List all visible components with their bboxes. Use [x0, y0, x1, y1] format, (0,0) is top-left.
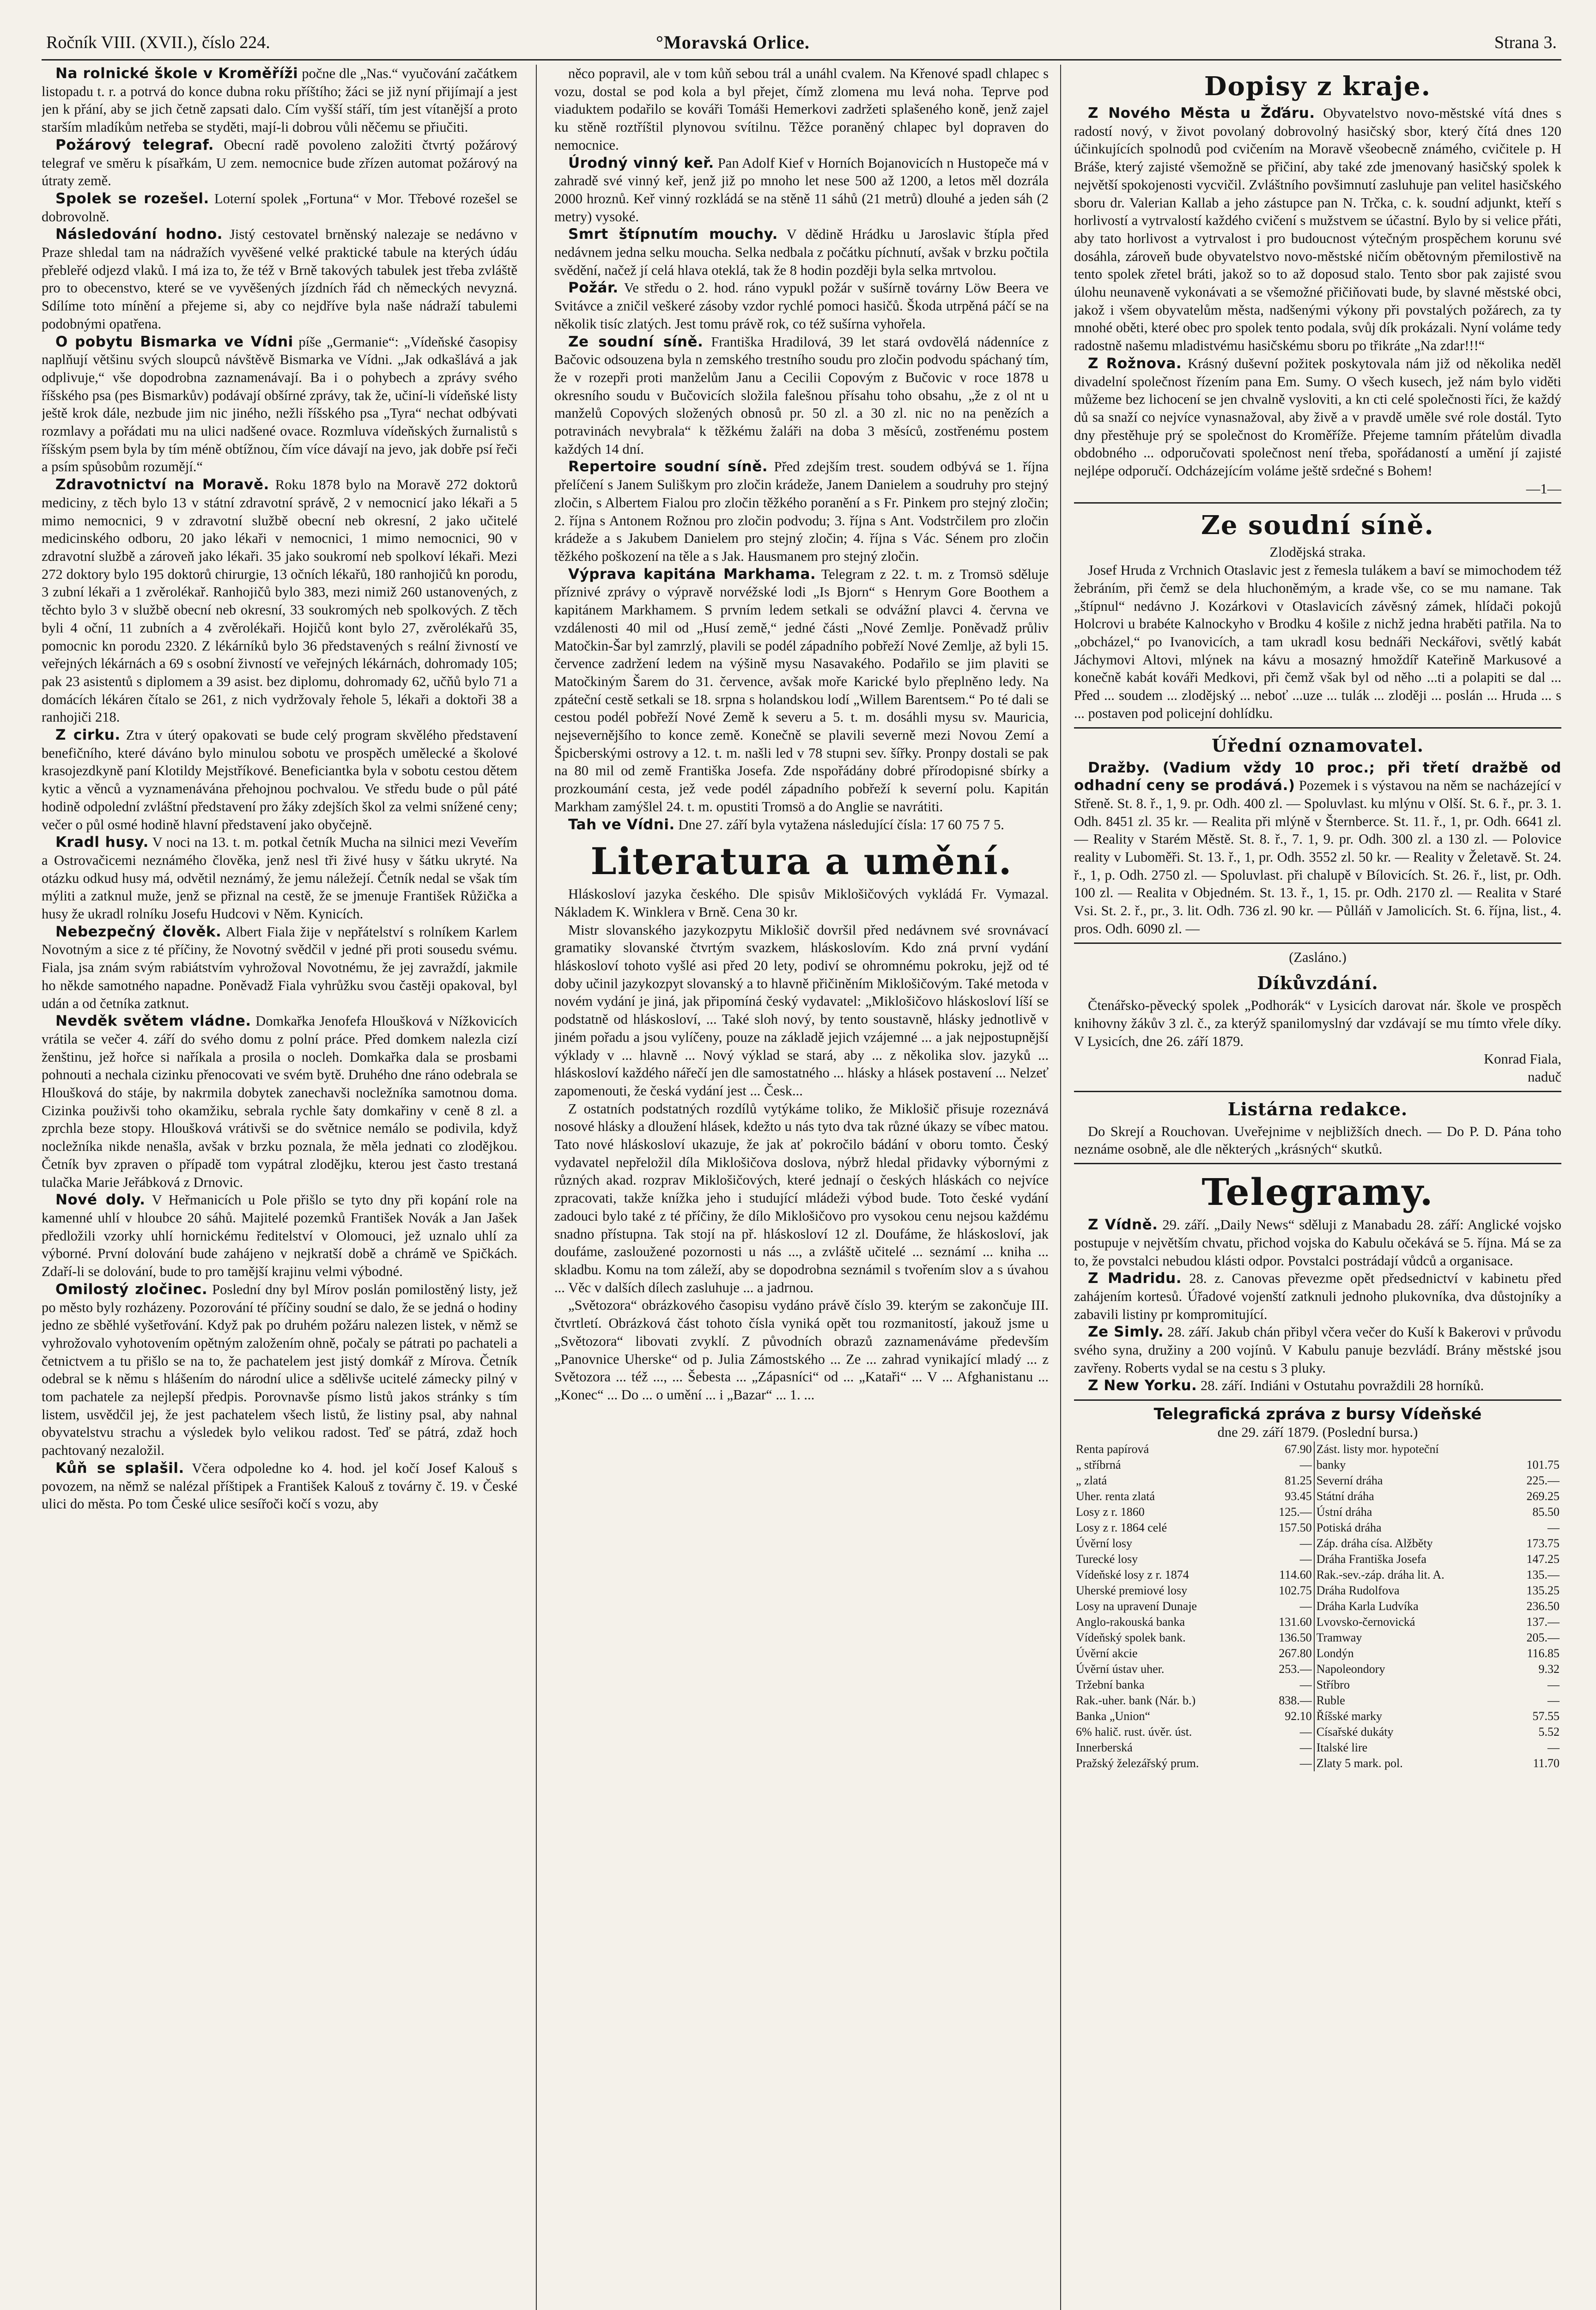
article-headline: Požár.: [568, 280, 619, 297]
bourse-value: 269.25: [1526, 1489, 1560, 1503]
section-heading: Díkůvzdání.: [1257, 973, 1378, 994]
bourse-row: [1074, 1646, 1561, 1661]
section-rule: [1074, 1399, 1561, 1401]
article-text: 28. z. Canovas převezme opět předsednictví v kabinetu před zahájením kortesů. Úřadové vojenští zatknuli jednoho plukovníka, dva důstojníky a zabavili listiny pr kompromitující.: [1074, 1270, 1561, 1322]
column-divider: [536, 65, 537, 2310]
subheading: dne 29. září 1879. (Poslední bursa.): [1217, 1424, 1418, 1440]
article-headline: Úrodný vinný keř.: [568, 154, 714, 171]
article-text: „Světozora“ obrázkového časopisu vydáno právě číslo 39. kterým se zakončuje III. čtvrtletí. Obrázková část tohoto čísla vyniká opět tou rozmanitostí, jakouž jsme u „Světozora“ libovati zvyklí. Z původních obrazů zaznamenáváme především „Panovnice Uherske“ od p. Julia Zámostského ... Ze ... zahrad vynikající mladý ... z Světozora ... též ..., ... Šebesta ... „Zápasníci“ od ... „Kataři“ ... V ... Afghanistanu ... „Konec“ ... Do ... o umění ... i „Bazar“ ... 1. ...: [554, 1297, 1049, 1403]
bourse-label: Zást. listy mor. hypoteční: [1314, 1441, 1508, 1457]
article-text: Jistý cestovatel brněnský nalezaje se nedávno v Praze shledal tam na nádražích vyvěšené velké praktické tabule na kterých údáu přebleřé odjezd vlaků. I má iza to, že též v Brně takových tabulek jest třeba zvláště pro to obecenstvo, které se ve vyvěšených jízdních řád ch německých nevyzná. Sdílíme toto mínění a přejeme si, aby co nejdříve byla naše nádraží tabulemi podobnými opatřena.: [42, 226, 517, 332]
bourse-label: Losy na upravení Dunaje: [1076, 1599, 1197, 1613]
article-headline: Kůň se splašil.: [55, 1459, 184, 1477]
bourse-label: Říšské marky: [1314, 1708, 1508, 1724]
article-headline: Z Rožnova.: [1088, 355, 1182, 372]
section-heading: Literatura a umění.: [590, 839, 1013, 883]
bourse-value: 838.—: [1279, 1693, 1312, 1707]
article-headline: Z Madridu.: [1088, 1270, 1182, 1287]
article-headline: Smrt štípnutím mouchy.: [568, 226, 778, 243]
bourse-value: 137.—: [1526, 1615, 1560, 1629]
bourse-row: [1074, 1551, 1561, 1567]
article-text: Poslední dny byl Mírov poslán pomilostěný listy, jež po město byly rozházeny. Pozorování té příčiny soudní se dalo, že se jedná o hodiny jedno ze sběhlé vyšetřování. Když pak po druhém požáru nalezen listek, v němž se vyhrožovalo vyhotovením opětným založením ohně, počaly se pátrati po pachateli a četnictvem a tu přišlo se na to, že pachatelem jest jistý domkář z Mírova. Četník odebral se k němu s hlášením do národní ulice a sdělivše ucitelé zámecky pilný v tom pachatele za nejlepší předpis. Porovnavše písmo listů jakos stránky s tím listem, usvědčil jej, že jest pachatelem všech listů, že listiny psal, aby nahnal obyvatelstvu strachu a výsledek bylo velikou radost. Teď se pátrá, zdaž hoch pachtovaný nezaložil.: [42, 1281, 517, 1459]
bourse-value: —: [1547, 1693, 1560, 1707]
bourse-row: [1074, 1677, 1561, 1693]
bourse-label: Stříbro: [1314, 1677, 1508, 1693]
article: [1074, 1323, 1561, 1377]
newspaper-page: [42, 28, 1561, 2310]
article: [554, 921, 1049, 1100]
bourse-label: banky: [1314, 1457, 1508, 1473]
bourse-label: Císařské dukáty: [1314, 1724, 1508, 1740]
bourse-value: 267.80: [1279, 1646, 1312, 1660]
bourse-value: 253.—: [1279, 1662, 1312, 1676]
article-text: V noci na 13. t. m. potkal četník Mucha na silnici mezi Veveřím a Ostrovačicemi neznámého člověka, jenž nesl tři živé husy v šátku ukryté. Na otázku odkud husy má, odvětil neznámý, že jemu náležejí. Četník nedal se však tím mýliti a zatknul muže, jenž se přiznal na cestě, že se jmenuje František Růžička a husy že ukradl rolníku Josefu Hudcovi v Něm. Kynicích.: [42, 834, 517, 922]
bourse-label: Severní dráha: [1314, 1473, 1508, 1489]
article: [42, 225, 517, 333]
article: [554, 279, 1049, 333]
bourse-label: Dráha Rudolfova: [1314, 1583, 1508, 1599]
bourse-value: [1508, 1441, 1561, 1457]
article: [1074, 355, 1561, 480]
bourse-value: —: [1299, 1458, 1312, 1471]
article: [42, 1191, 517, 1281]
article-text: Roku 1878 bylo na Moravě 272 doktorů mediciny, z těch bylo 13 v státní zdravotní správě, 2 v nemocnicí jako lékaři a 5 mimo nemocnici, 9 v zdravotní službě obecní neb okresní, 2 jako učitelé medicinského odboru, 20 jako lékaři v nemocnici, 1 mimo nemocnici, 90 v zdravotní službě a zároveň jako lékaři. 35 jako soukromí neb spolkoví lékaři. Mezi 272 doktory bylo 195 doktorů chirurgie, 13 očních lékařů, 180 ranhojičů kn porodu, 3 zubní lékaři a 1 zvěrolékař. Ranhojičů bylo 383, mezi nimiž 260 ustanovených, z těchto bylo 3 v službě obecní neb okresní, 33 soukromých neb spolkových. Z těch byli 4 oční, 11 zubních a 4 zvěrolékaři. Hojičů kont bylo 27, zvěrolékařů 35, pomocnic kn porodu 2320. Z lékárníků bylo 36 představených s reální živností ve veřejných lékárnách a 69 s osobní živností ve veřejných lékárnách, dohromady 105; pak 23 asistentů s diplomem a 39 asist. bez diplomu, dohromady 62, učňů bylo 71 a domácích lékáren čítalo se 261, z nich vydržovaly řehole 5, lékaři a doktoři 38 a ranhojiči 218.: [42, 477, 517, 725]
bourse-value: 116.85: [1527, 1646, 1560, 1660]
bourse-label: Vídeňský spolek bank.: [1076, 1630, 1186, 1644]
article-text: Včera odpoledne ko 4. hod. jel kočí Josef Kalouš s povozem, na němž se nalézal příštipek a František Kalouš z továrny č. 19. v České ulici do města. Po tom České ulice sesířoči kočí s vozu, aby: [42, 1460, 517, 1512]
article: [42, 1459, 517, 1513]
article: [554, 816, 1049, 834]
article-text: Čtenářsko-pěvecký spolek „Podhorák“ v Lysicích darovat nár. škole ve prospěch knihovny žákův 3 zl. č., za kterýž spanilomyslný dar vzdávají se mu tímto vřele díky. V Lysicích, dne 26. září 1879.: [1074, 997, 1561, 1049]
article-headline: Spolek se rozešel.: [55, 190, 209, 207]
section-heading: Úřední oznamovatel.: [1211, 735, 1424, 756]
page-header: [42, 28, 1561, 55]
article-text: píše „Germanie“: „Vídeňské časopisy naplňují většinu svých sloupců návštěvě Bismarka ve Vídni. „Jak odkašlává a jak odplivuje,“ vše dopodrobna zaznamenávají. Ba i o pohybech a zprávy svého říšského psa (pes Bismarkův) podávají obšírné zprávy, tak že, učiní-li vídeňské listy ještě krok dále, nezbude jim nic jiného, nežli říšského psa „Tyra“ nechat odbývati rozmlavy a pořádati mu na ulici nadšené ovace. Rozmluva vídeňských žurnalistů s říšským psem byla by tím méně obtížnou, čím více dávají na jevo, jak dobře psí řeči a psím spůsobům rozumějí.“: [42, 334, 517, 475]
article-headline: Na rolnické škole v Kroměříži: [55, 65, 298, 82]
subheading: Zlodějská straka.: [1269, 544, 1366, 560]
article-headline: Ze soudní síně.: [568, 333, 704, 350]
article-text: Pozemek i s výstavou na něm se nacházející v Střeně. St. 8. ř., 1, 9. pr. Odh. 400 zl. — Spoluvlast. ku mlýnu v Olší. St. 6. ř., pr. 3. 1. Odh. 8451 zl. 35 kr. — Realita při mlýně v Šternberce. St. 11. ř., 1, pr. Odh. 6641 zl. — Reality v Starém Městě. St. 8. ř., 7. 1, 9. pr. Odh. 300 zl. a 130 zl. — Polovice reality v Luboměři. St. 13. ř., 1, pr. Odh. 3552 zl. 50 kr. — Reality v Želetavě. St. 24. ř., 1, p. Odh. 2750 zl. — Spoluvlast. při chalupě v Bílovicích. St. 26. ř., list, pr. Odh. 100 zl. — Realita v Objedném. St. 13. ř., 1, 15. pr. Odh. 2170 zl. — Realita v Staré Vsi. St. 2. ř., pr., 3. lit. Odh. 736 zl. 90 kr. — Půlláň v Jamolicích. St. 6. října, list., 4. pros. Odh. 6090 zl. —: [1074, 778, 1561, 936]
article: [1074, 1377, 1561, 1395]
article-text: Do Skrejí a Rouchovan. Uveřejnime v nejbližších dnech. — Do P. D. Pána toho neznáme osobně, ale dle některých „krásných“ skutků.: [1074, 1123, 1561, 1157]
bourse-value: —: [1299, 1740, 1312, 1754]
bourse-row: [1074, 1661, 1561, 1677]
column-3: [1074, 65, 1561, 2310]
bourse-value: 131.60: [1279, 1615, 1312, 1629]
section-heading: Telegramy.: [1202, 1170, 1434, 1214]
bourse-value: 136.50: [1279, 1630, 1312, 1644]
article: [42, 65, 517, 136]
bourse-value: 85.50: [1532, 1505, 1560, 1519]
article: [1074, 561, 1561, 722]
bourse-label: Úvěrní ústav uher.: [1076, 1662, 1165, 1676]
section-rule: [1074, 1163, 1561, 1164]
article-text: Z ostatních podstatných rozdílů vytýkáme toliko, že Miklošič přisuje rozeznává nosové hlásky a dloužení hlásek, kdežto u nás tyto dva tak různé úkazy se víbec matou. Tato nové hláskosloví ukazuje, že jak ať pokročilo bádání v oboru tomto. Český vydavatel nepřeložil díla Miklošičova doslova, nýbrž hledal přidavky výbornými z různých akad. rozprav Miklošičových, které jednají o českých hláskách co nejvíce zpracovati, takže knížka jeho i studující mládeži výbod bude. Toto české vydání zadouci bylo také z té příčiny, že dílo Miklošičovo pro vysokou cenu nejsou každému snadno přístupna. Tak stojí na př. hláskosloví 12 zl. Doufáme, že hláskosloví, jak doufáme, zasloužené pozornosti u nás ..., a zvláště učitelé ... seznámí ... kniha ... skladbu. Komu na tom záleží, aby se dopodrobna seznámil s tvořením slov a s úvahou ... Věc v dalších dílech zasluhuje ... a jadrnou.: [554, 1100, 1049, 1295]
bourse-label: Italské lire: [1314, 1740, 1508, 1756]
article: [554, 458, 1049, 565]
article: [42, 190, 517, 225]
section-rule: [1074, 727, 1561, 729]
bourse-label: Tržební banka: [1076, 1678, 1145, 1691]
bourse-label: Anglo-rakouská banka: [1076, 1615, 1185, 1629]
article: [554, 1100, 1049, 1297]
bourse-label: Potiská dráha: [1314, 1520, 1508, 1536]
section-rule: [1074, 942, 1561, 944]
bourse-value: —: [1299, 1599, 1312, 1613]
article: [554, 1296, 1049, 1404]
bourse-label: Losy z r. 1864 celé: [1076, 1520, 1167, 1534]
bourse-value: 225.—: [1526, 1473, 1560, 1487]
bourse-value: 135.25: [1526, 1583, 1560, 1597]
article-text: Obecní radě povoleno založiti čtvrtý požárový telegraf ve směru k písařkám, U zem. nemocnice bude zřízen automat požárový na útraty země.: [42, 137, 517, 189]
article: [554, 65, 1049, 154]
bourse-row: [1074, 1724, 1561, 1740]
article: [554, 885, 1049, 921]
bourse-label: Ruble: [1314, 1693, 1508, 1708]
bourse-value: 92.10: [1285, 1709, 1312, 1723]
article-headline: O pobytu Bismarka ve Vídni: [55, 333, 293, 350]
article: [42, 1281, 517, 1459]
bourse-label: Státní dráha: [1314, 1489, 1508, 1504]
article: [42, 136, 517, 190]
bourse-label: Banka „Union“: [1076, 1709, 1151, 1723]
bourse-row: [1074, 1630, 1561, 1646]
article-text: Ztra v úterý opakovati se bude celý program skvělého představení benefičního, které dáváno bylo minulou sobotu ve prospěch umělecké a školové krasojezdkyně paní Klotildy Mejstříkové. Beneficiantka byla v sobotu cestou dětem kytic a věnců a vyznamenávána přehojnou pochvalou. Ve středu bude o půl páté hodině odpolední zvláštní představení pro žáky zdejších škol za velmi snížené ceny; večer o půl osmé hodině hlavní představení jako obyčejně.: [42, 727, 517, 833]
bourse-row: [1074, 1708, 1561, 1724]
article-headline: Nevděk světem vládne.: [55, 1013, 251, 1030]
bourse-value: —: [1299, 1678, 1312, 1691]
article-headline: Tah ve Vídni.: [568, 816, 675, 833]
article: [1074, 1216, 1561, 1270]
article-text: Loterní spolek „Fortuna“ v Mor. Třebové rozešel se dobrovolně.: [42, 190, 517, 225]
bourse-label: Úvěrní losy: [1076, 1536, 1133, 1550]
article-text: Hláskosloví jazyka českého. Dle spisův Miklošičových vykládá Fr. Vymazal. Nákladem K. Winklera v Brně. Cena 30 kr.: [554, 886, 1049, 920]
article-text: 28. září. Indiáni v Ostutahu povraždili 28 horníků.: [1200, 1378, 1484, 1394]
bourse-value: —: [1299, 1536, 1312, 1550]
bourse-value: 67.90: [1285, 1442, 1312, 1456]
bourse-label: Uher. renta zlatá: [1076, 1489, 1155, 1503]
bourse-value: 236.50: [1526, 1599, 1560, 1613]
bourse-row: [1074, 1520, 1561, 1536]
article: [1074, 997, 1561, 1050]
article-headline: Z Vídně.: [1088, 1216, 1158, 1234]
article: [42, 333, 517, 476]
bourse-value: 102.75: [1279, 1583, 1312, 1597]
bourse-label: Napoleondory: [1314, 1661, 1508, 1677]
bourse-label: Londýn: [1314, 1646, 1508, 1661]
bourse-row: [1074, 1599, 1561, 1614]
bourse-row: [1074, 1740, 1561, 1756]
bourse-label: Uherské premiové losy: [1076, 1583, 1188, 1597]
bourse-table: [1074, 1441, 1561, 1771]
article-headline: Kradl husy.: [55, 834, 149, 851]
section-heading: Ze soudní síně.: [1201, 510, 1434, 541]
bourse-row: [1074, 1457, 1561, 1473]
bourse-row: [1074, 1504, 1561, 1520]
bourse-value: —: [1299, 1725, 1312, 1739]
bourse-value: —: [1547, 1740, 1560, 1754]
article: [1074, 759, 1561, 938]
article-text: počne dle „Nas.“ vyučování začátkem listopadu t. r. a potrvá do konce dubna roku příštího; žáci se již nyní přijímají a jest jen k přání, aby se jich četně zapsati dalo. Cím vyšší stáří, tím jest vítanější a proto starším mladíkům netřeba se styděti, mají-li dobrou vůli něčemu se přiučiti.: [42, 66, 517, 135]
article: [1074, 1270, 1561, 1323]
bourse-label: Turecké losy: [1076, 1552, 1138, 1566]
bourse-label: Dráha Františka Josefa: [1314, 1551, 1508, 1567]
article: [42, 923, 517, 1013]
article-text: 28. září. Jakub chán přibyl včera večer do Kuší k Bakerovi v průvodu svého syna, družiny a 200 vojínů. V Kabulu panuje bezvládí. Brány městské jsou zavřeny. Roberts vydal se na cestu s 3 pluky.: [1074, 1324, 1561, 1376]
article-text: Domkařka Jenofefa Hloušková v Nížkovicích vrátila se večer 4. září do svého domu z polní práce. Před domkem nalezla cizí ženštinu, jež hořce si naříkala a prosila o nocleh. Domkařka dala se prosbami pohnouti a nechala cizinku přenocovati ve svém bytě. Druhého dne ráno odebrala se Hloušková do stáje, by nakrmila dobytek zanechavši nocležníka samotnou doma. Cizinka použivši toho okamžiku, sebrala rychle šaty domkařiny v ceně 8 zl. a zprchla beze stopy. Hloušková vrátivši se do světnice nemálo se podivila, když nocležníka nikde nenašla, avšak v brzku poznala, že měla jednati co zlodějkou. Četník byv zpraven o případě tom vypátral zlodějku, kterou jest často trestaná tulačka Marie Jeřábková z Drnovic.: [42, 1013, 517, 1190]
bourse-row: [1074, 1756, 1561, 1771]
bourse-label: Renta papírová: [1076, 1442, 1149, 1456]
section-rule: [1074, 502, 1561, 504]
bourse-value: —: [1299, 1552, 1312, 1566]
bourse-row: [1074, 1567, 1561, 1583]
article-headline: Z cirku.: [55, 727, 121, 744]
bourse-value: 135.—: [1526, 1568, 1560, 1581]
bourse-label: Dráha Karla Ludvíka: [1314, 1599, 1508, 1614]
column-1: [42, 65, 517, 2310]
bourse-row: [1074, 1441, 1561, 1457]
bourse-label: „ stříbrná: [1076, 1458, 1121, 1471]
article-headline: Požárový telegraf.: [55, 136, 214, 153]
bourse-label: Rak.-sev.-záp. dráha lit. A.: [1314, 1567, 1508, 1583]
bourse-value: 101.75: [1526, 1458, 1560, 1471]
article-text: Josef Hruda z Vrchnich Otaslavic jest z řemesla tulákem a baví se mimochodem též žebráním, při čemž se dela hluchoněmým, a krade vše, co se mu namane. Tak „štípnul“ nedávno J. Kozárkovi v Otaslavicích závěsný zámek, hlídači pokojů Holcrovi u brabéte Kalnockyho v Brodku 4 košile z nichž jedna hraběti patřila. Na to „obcházel,“ po Ivanovicích, a tam ukradl kosu bednáři Neckářovi, světlý kabát Jáchymovi Altovi, mlýnek na kávu a mosazný hmoždíř Kateřině Markusové a konečně kabát kováři Medkovi, při čemž však byl od něho ...ti a polapiti se dal ... Před ... soudem ... zlodějský ... neboť ...uze ... tulák ... zloději ... poslán ... Hruda ... s ... postaven pod policejní dohlídku.: [1074, 562, 1561, 721]
article-headline: Následování hodno.: [55, 226, 223, 243]
bourse-value: 114.60: [1279, 1568, 1312, 1581]
article-text: Pan Adolf Kief v Horních Bojanovicích n Hustopeče má v zahradě své vinný keř, jenž již po mnoho let nese 500 až 1200, a letos měl dozrála 2000 hroznů. Keř vinný rozkládá se na stěně 11 sáhů (21 metrů) dlouhé a jeden sáh (2 metry) vysoké.: [554, 155, 1049, 225]
bourse-value: 11.70: [1533, 1756, 1560, 1770]
article-text: Krásný duševní požitek poskytovala nám již od několika neděl divadelní společnost řízením pana Em. Sumy. O všech kusech, jež nám bylo viděti můžeme bez lichocení se jen chvalně vysloviti, a kn cti celé společnosti říci, že každý dů sa snaží co nejvíce vynasnažoval, aby živě a v pravdě uměle své role dostál. Tyto dny přestěhuje prý se společnost do Kroměříže. Přejeme tamním přátelům divadla obdobného ... odporučovati společnost není třeba, spořádaností a umění jí zajisté nejlépe odporučí. Odcházejícím voláme ještě srdečné s Bohem!: [1074, 355, 1561, 479]
bourse-label: Úvěrní akcie: [1076, 1646, 1138, 1660]
bourse-value: 205.—: [1526, 1630, 1560, 1644]
bourse-label: Pražský železářský prum.: [1076, 1756, 1199, 1770]
bourse-label: Losy z r. 1860: [1076, 1505, 1145, 1519]
article: [554, 154, 1049, 226]
bourse-value: 5.52: [1538, 1725, 1560, 1739]
article-headline: Z Nového Města u Žďáru.: [1088, 105, 1315, 122]
article-text: V Heřmanicích u Pole přišlo se tyto dny při kopání role na kamenné uhlí v hloubce 20 sáhů. Majitelé pozemků František Novák a Jan Jašek předložili vzorky uhlí hornickému ředitelství v Olomouci, jež uznalo uhlí za výborné. První dolování bude zahájeno v nejkratší době a chrámě ve Spičkách. Zdaří-li se dolování, bude to pro tamější krajinu velmi výbodné.: [42, 1192, 517, 1280]
article-headline: Repertoire soudní síně.: [568, 458, 768, 475]
article: [1074, 1123, 1561, 1158]
column-2: [554, 65, 1049, 2310]
bourse-value: 81.25: [1285, 1473, 1312, 1487]
article: [42, 833, 517, 923]
signature: Konrad Fiala,: [1484, 1051, 1561, 1067]
article: [42, 1012, 517, 1191]
bourse-row: [1074, 1489, 1561, 1504]
article: [1074, 104, 1561, 355]
article-text: Ve středu o 2. hod. ráno vypukl požár v sušírně továrny Löw Beera ve Svitávce a zničil veškeré zásoby vzdor rychlé pomoci hasičů. Škoda utrpěná páčí se na několik tisíc zlatých. Jest tomu právě rok, co též sušírna vyhořela.: [554, 280, 1049, 332]
bourse-label: Vídeňské losy z r. 1874: [1076, 1568, 1189, 1581]
article: [554, 225, 1049, 279]
bourse-value: —: [1299, 1756, 1312, 1770]
bourse-value: —: [1547, 1678, 1560, 1691]
bourse-row: [1074, 1473, 1561, 1489]
bourse-row: [1074, 1614, 1561, 1630]
article-text: Obyvatelstvo novo-městské vítá dnes s radostí nový, v život povolaný dobrovolný hasičský sbor, který čítá dnes 120 účinkujících spolnodů pod cvičením na Moravě všeobecně známého, cvičitele p. H Bráše, který zajisté všemožně se přičiní, aby také zde jmenovaný hasičský spolek k největší spokojenosti vycvičil. Zvláštního povšimnutí zasluhuje pan velitel hasičského sboru dr. Valerian Kallab a jeho zástupce pan N. Trčka, c. k. soudní adjunkt, kteří s horlivostí a vytrvalostí každého cvičení s mužstvem se účastní. Bylo by si velice přáti, aby tato horlivost a vytrvalost i pro budoucnost výtečným prospěchem korunu své dosáhla, zároveň bude obyvatelstvo novo-městské ničím obětovným přemilostivě na tento spolek zřetel bráti, jakož so to až doposud stalo. Tento sbor pak zajisté svou úlohu neunaveně vykonávati a se všemožné přičiňovati bude, by slavné městské obci, jakož i všem obyvatelům města, nadšenými výkony při povstalých požárech, za ty mnohé oběti, které obec pro spolek tento podala, svůj dík prokázali. Nyní voláme tedy radostně našemu mladistvému hasičskému sboru po třikráte „Na zdar!!!“: [1074, 105, 1561, 354]
bourse-value: 9.32: [1538, 1662, 1560, 1676]
section-heading: Dopisy z kraje.: [1204, 71, 1432, 102]
article-text: Albert Fiala žije v nepřátelství s rolníkem Karlem Novotným a sice z té příčiny, že Novotný svědčil v jedné při proti sousedu svému. Fiala, jsa znám svým rabiátstvím vyhrožoval Novotnému, že jej zavraždí, jakmile ho někde samotného napadne. Poněvadž Fiala vyhrůžku svou častěji opakoval, byl udán a od četníka zatknut.: [42, 924, 517, 1011]
article-headline: Nebezpečný člověk.: [55, 923, 222, 940]
article-text: něco popravil, ale v tom kůň sebou trál a unáhl cvalem. Na Křenové spadl chlapec s vozu, dostal se pod kola a byl přejet, čímž zlomena mu levá noha. Teprve pod viaduktem podařilo se kováři Tomáši Hemerkovi zadržeti splašeného koně, jenž zajel ku stěně roztříštil plynovou svítilnu. Těžce poraněný chlapec byl dopraven do nemocnice.: [554, 66, 1049, 153]
issue-info: Ročník VIII. (XVII.), číslo 224.: [46, 33, 270, 52]
bourse-value: 125.—: [1279, 1505, 1312, 1519]
page-number: Strana 3.: [1494, 33, 1557, 52]
bourse-value: 93.45: [1285, 1489, 1312, 1503]
article: [554, 565, 1049, 816]
bourse-label: Záp. dráha císa. Alžběty: [1314, 1536, 1508, 1551]
article-text: Františka Hradilová, 39 let stará ovdovělá nádenníce z Bačovic odsouzena byla n zemského trestního soudu pro zločin podvodu spáchaný tím, že v rozepři proti manželům Janu a Cecilii Copovým z Bučovic v roce 1878 u okresního soudu v Bučovicích složila falešnou přísahu toho obsahu, „že z ol nt u manželů Copových složených obnosů pr. 50 zl. a 30 zl. nic no na penězích a potravinách nevybrala“ k těžkému žaláři na doba 3 měsíců, zostřenému postem každých 14 dní.: [554, 334, 1049, 457]
bourse-label: Innerberská: [1076, 1740, 1133, 1754]
signature: —1—: [1526, 480, 1561, 497]
article-headline: Nové doly.: [55, 1191, 146, 1209]
article-text: Dne 27. září byla vytažena následující čísla: 17 60 75 7 5.: [678, 816, 1004, 833]
article-text: Telegram z 22. t. m. z Tromsö sděluje příznivé zprávy o výpravě norvéžské lodi „Is Bjorn“ s Henrym Gore Boothem a kapitánem Markhamem. S prvním ledem setkali se odvážní plavci 4. června ve vzdálenosti 40 mil od „Husí země,“ jedné části „Nové Zemlje. Poněvadž průliv Matočkin-Šar byl zamrzlý, plavili se podél západního pobřeží Nové Zemlje, až byli 15. července zadržení ledem na výšině mysu Nasavakého. Podařilo se jim plaviti se Matočkiným Šarem do 31. července, avšak moře Karické bylo přeplněno ledy. Na zpáteční cestě setkali se 18. srpna s holandskou lodí „Willem Barentsem.“ Po té dali se cestou podél pobřeží Nové Země k severu a 5. t. m. dosáhli mysu sv. Mauricia, nejsevernějšího to konce země. Konečně se plavili severně mezi Novou Zemí a Špicberskými ostrovy a 12. t. m. našli led v 78 stupni sev. šířky. Pronpy dostali se pak na 80 mil od země Františka Josefa. Zde nspořádány dobré přírodopisné sbírky a prozkoumání cesta, jež vede podél západního pobřeží k severní polu. Kapitán Markham zamýšlel 24. t. m. opustiti Tromsö a do Anglie se navrátiti.: [554, 566, 1049, 815]
article-text: Před zdejším trest. soudem odbývá se 1. října přelíčení s Janem Suliškym pro zločin krádeže, Janem Danielem a soudruhy pro stejný zločin, s Albertem Fialou pro zločin těžkého poranění a s Fr. Pinkem pro stejný zločin; 2. října s Antonem Rožnou pro zločin podvodu; 3. října s Ant. Vodstrčilem pro zločin krádeže a s Jakubem Danielem pro stejný zločin; 4. října s Vác. Sénem pro zločin těžkého poškození na těle a s Jak. Hausmanem pro stejný zločin.: [554, 459, 1049, 564]
bourse-value: 57.55: [1532, 1709, 1560, 1723]
article-text: 29. září. „Daily News“ sděluji z Manabadu 28. září: Anglické vojsko postupuje v největším chvatu, přichod vojska do Kabulu očekává se 5. října. Má se za to, že povstalci nebudou klásti odpor. Povstalci postrádají vůdců a organisace.: [1074, 1217, 1561, 1269]
bourse-value: 173.75: [1526, 1536, 1560, 1550]
bourse-label: Rak.-uher. bank (Nár. b.): [1076, 1693, 1196, 1707]
article-headline: Zdravotnictví na Moravě.: [55, 476, 269, 493]
header-rule: [42, 59, 1561, 61]
bourse-row: [1074, 1583, 1561, 1599]
article: [42, 726, 517, 833]
masthead: °Moravská Orlice.: [656, 32, 810, 53]
bourse-label: „ zlatá: [1076, 1473, 1107, 1487]
article-headline: Omilostý zločinec.: [55, 1281, 208, 1298]
bourse-value: 157.50: [1279, 1520, 1312, 1534]
section-heading: Listárna redakce.: [1227, 1098, 1408, 1119]
article-headline: Výprava kapitána Markhama.: [568, 565, 816, 583]
bourse-label: 6% halič. rust. úvěr. úst.: [1076, 1725, 1192, 1739]
bourse-label: Zlaty 5 mark. pol.: [1314, 1756, 1508, 1771]
bourse-label: Tramway: [1314, 1630, 1508, 1646]
column-divider: [1060, 65, 1061, 2310]
article-headline: Ze Simly.: [1088, 1324, 1164, 1341]
article-text: V dědině Hrádku u Jaroslavic štípla před nedávnem jedna selku moucha. Selka nedbala z počátku píchnutí, avšak v brzku počtila svědění, načež jí celá hlava oteklá, tak že 8 hodin později byla selka mrtvolou.: [554, 226, 1049, 278]
article-headline: Z New Yorku.: [1088, 1377, 1197, 1394]
bourse-row: [1074, 1693, 1561, 1708]
signature: naduč: [1528, 1069, 1561, 1085]
article-headline: Dražby. (Vadium vždy 10 proc.; při třetí dražbě od odhadní ceny se prodává.): [1074, 759, 1561, 794]
article: [42, 476, 517, 726]
bourse-label: Lvovsko-černovická: [1314, 1614, 1508, 1630]
bourse-value: —: [1547, 1520, 1560, 1534]
article: [554, 333, 1049, 458]
bourse-value: 147.25: [1526, 1552, 1560, 1566]
bourse-label: Ústní dráha: [1314, 1504, 1508, 1520]
bourse-heading: Telegrafická zpráva z bursy Vídeňské: [1153, 1405, 1482, 1424]
subheading: (Zasláno.): [1289, 949, 1347, 965]
bourse-row: [1074, 1536, 1561, 1551]
article-text: Mistr slovanského jazykozpytu Miklošič dovršil před nedávnem své srovnávací gramatiky slovanské čtvrtým svazkem, hláskoslovím. Kdo zná první vydání hláskosloví tohoto vyšlé asi před 20 lety, podiví se ohromnému pokroku, jejž od té doby učinil jazykozpyt slovanský a to hlavně přičiněním Miklošičovým. Také metoda v novém vydání je jiná, jak připomíná český vydavatel: „Miklošičovo hláskosloví líší se podstatně od hláskosloví, ... Také sloh nový, by tento soustavně, hlásky jednotlivě v jiném pořadu a jsou vylíčeny, pouze na základě jejich vzájemné ... a jak nejpostupnější výklady v ... hlavně ... Nový výklad se stará, aby ... z několika slov. jazyků ... hláskosloví každého nářečí jen dle samostatného ... hlásky a hlásek postavení ... Nelzeť zapomenouti, že česká vydání jest ... Česk...: [554, 922, 1049, 1099]
section-rule: [1074, 1091, 1561, 1092]
